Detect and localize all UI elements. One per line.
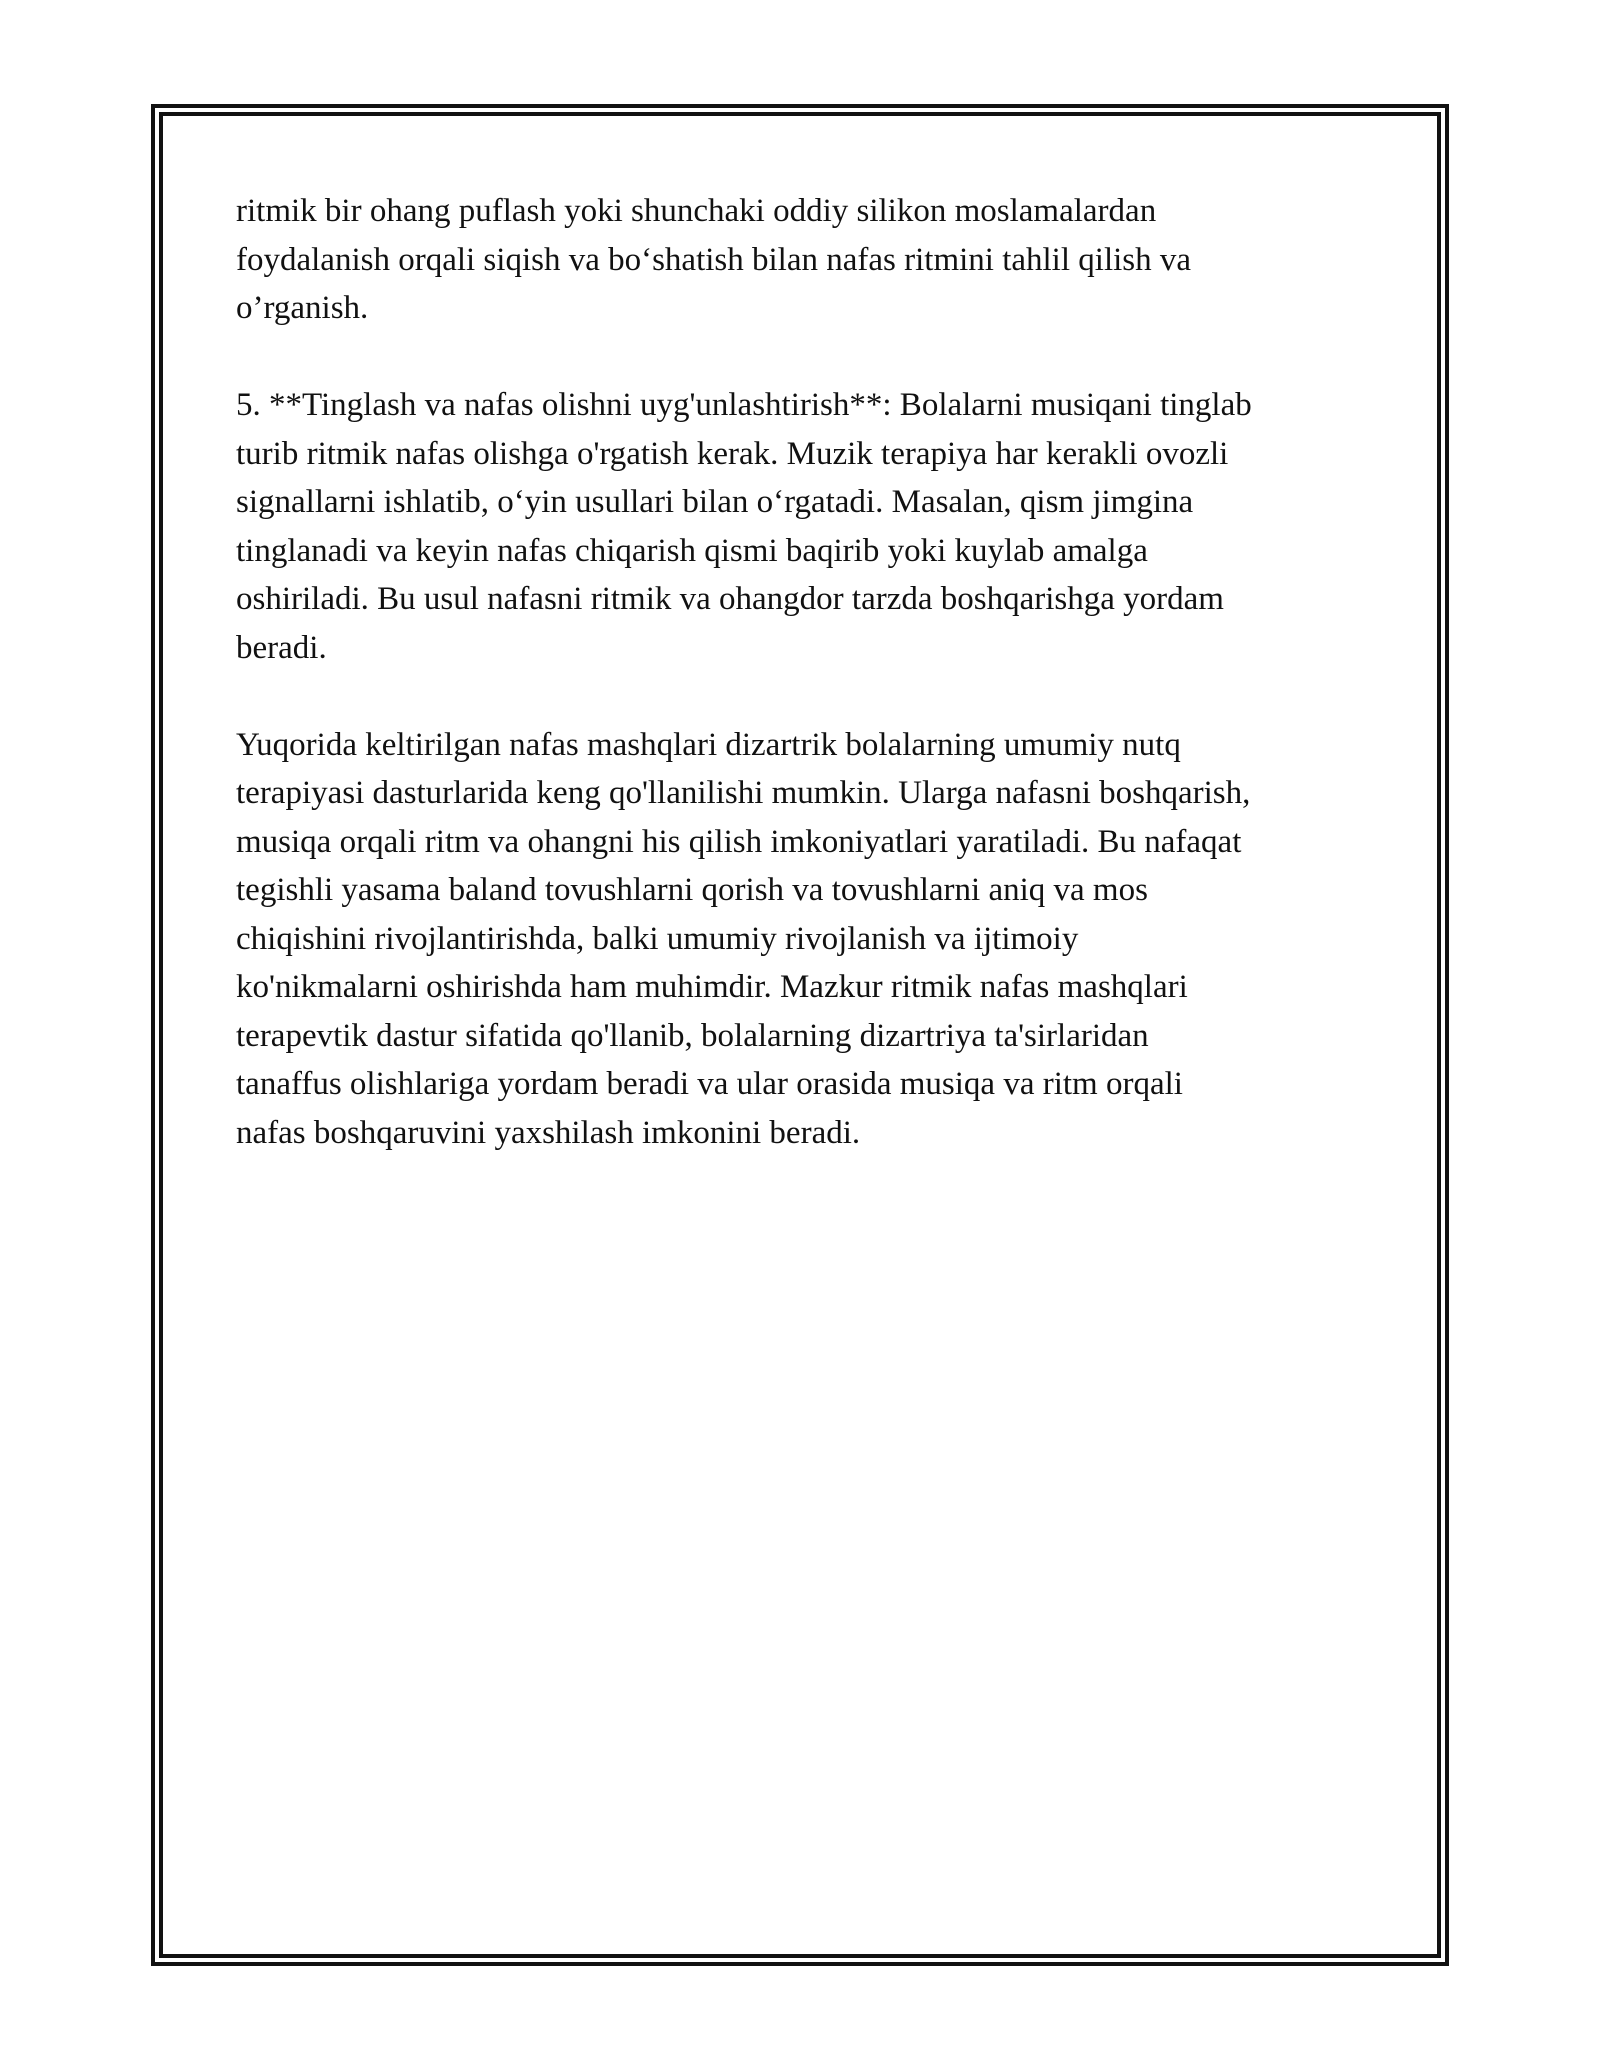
paragraph-conclusion: Yuqorida keltirilgan nafas mashqlari dizartrik bolalarning umumiy nutq terapiyasi dasturlarida keng qo'llanilishi mumkin. Ularga nafasni boshqarish, musiqa orqali ritm va ohangni his qilish imkoniyatlari yaratiladi. Bu nafaqat tegishli yasama baland tovushlarni qorish va tovushlarni aniq va mos chiqishini rivojlantirishda, balki umumiy rivojlanish va ijtimoiy ko'nikmalarni oshirishda ham muhimdir. Mazkur ritmik nafas mashqlari terapevtik dastur sifatida qo'llanib, bolalarning dizartriya ta'sirlaridan tanaffus olishlariga yordam beradi va ular orasida musiqa va ritm orqali nafas boshqaruvini yaxshilash imkonini beradi. <box>236 726 1251 1151</box>
paragraph-listening-breathing: 5. **Tinglash va nafas olishni uyg'unlashtirish**: Bolalarni musiqani tinglab turib ritmik nafas olishga o'rgatish kerak. Muzik terapiya har kerakli ovozli signallarni ishlatib, o‘yin usullari bilan o‘rgatadi. Masalan, qism jimgina tinglanadi va keyin nafas chiqarish qismi baqirib yoki kuylab amalga oshiriladi. Bu usul nafasni ritmik va ohangdor tarzda boshqarishga yordam beradi. <box>236 387 1252 666</box>
page-content <box>236 187 1376 1206</box>
paragraph-breathing-rhythm: ritmik bir ohang puflash yoki shunchaki oddiy silikon moslamalardan foydalanish orqali siqish va bo‘shatish bilan nafas ritmini tahlil qilish va o’rganish. <box>236 193 1192 326</box>
